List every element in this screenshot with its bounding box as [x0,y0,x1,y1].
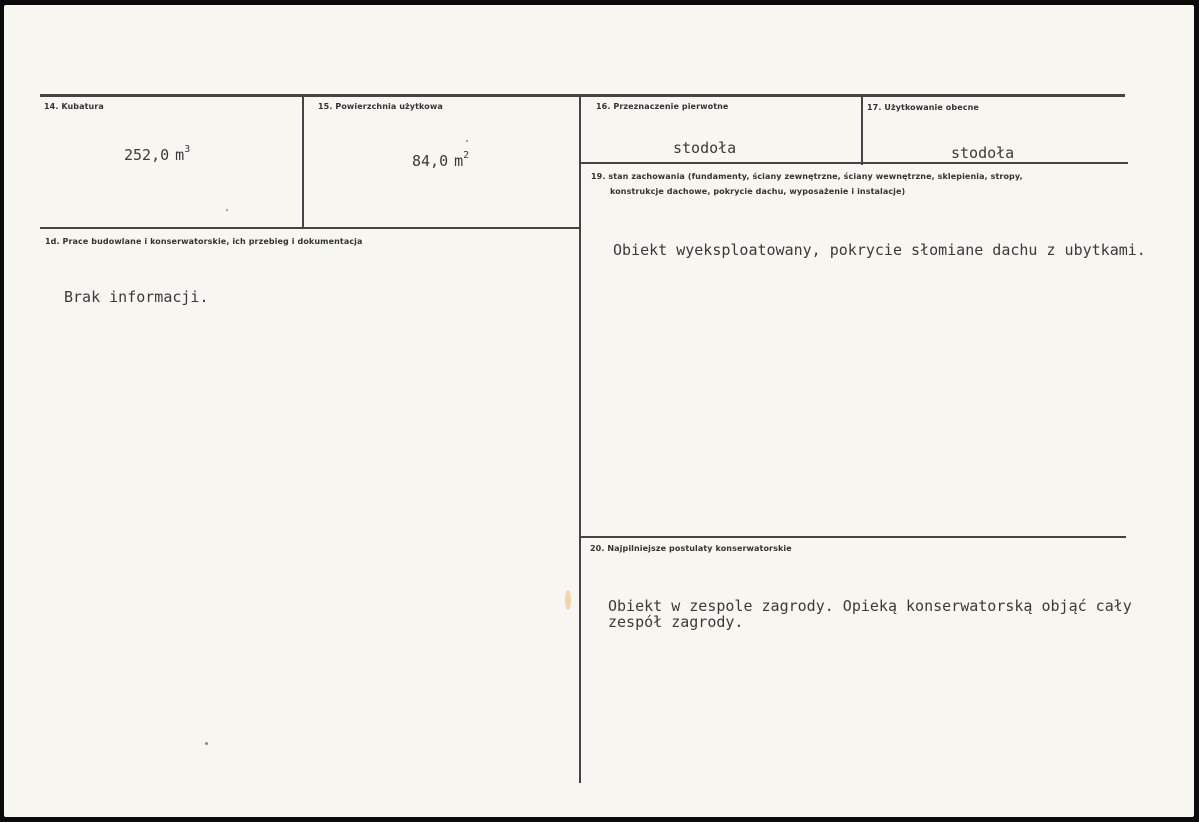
field-15-unit: m [454,152,464,170]
row-rule-right [581,162,1128,164]
paper-speck [205,742,208,745]
paper-stain [565,590,571,610]
field-20-value-line1: Obiekt w zespole zagrody. Opieką konserwatorską objąć cały [608,597,1132,615]
field-14-value [124,146,190,164]
field-19-value: Obiekt wyeksploatowany, pokrycie słomiane dachu z ubytkami. [613,241,1146,259]
field-20-value-line2: zespół zagrody. [608,613,744,631]
main-divider [579,95,581,783]
row-rule-20 [581,536,1126,538]
field-14-number: 252,0 [124,146,170,164]
field-20-label: 20. Najpilniejsze postulaty konserwatorskie [590,544,792,553]
field-14-exponent: 3 [184,144,191,155]
field-17-label: 17. Użytkowanie obecne [867,103,979,112]
field-16-label: 16. Przeznaczenie pierwotne [596,102,729,111]
field-1d-value: Brak informacji. [64,288,209,306]
field-19-label-line1: 19. stan zachowania (fundamenty, ściany zewnętrzne, ściany wewnętrzne, sklepienia, stropy, [591,172,1023,181]
record-card [4,5,1194,817]
field-1d-label: 1d. Prace budowlane i konserwatorskie, ich przebieg i dokumentacja [45,237,363,246]
divider-16-17 [861,95,863,165]
field-15-value [412,152,469,170]
field-15-number: 84,0 [412,152,449,170]
paper-speck [226,209,228,211]
divider-14-15 [302,95,304,229]
paper-speck [466,140,468,142]
row-rule-left [40,227,581,229]
field-14-unit: m [175,146,185,164]
field-14-label: 14. Kubatura [44,102,104,111]
field-15-exponent: 2 [463,150,470,161]
field-19-label-line2: konstrukcje dachowe, pokrycie dachu, wyposażenie i instalacje) [610,187,906,196]
field-16-value: stodoła [673,139,737,157]
field-17-value: stodoła [951,144,1015,162]
field-15-label: 15. Powierzchnia użytkowa [318,102,443,111]
top-rule [40,94,1125,97]
